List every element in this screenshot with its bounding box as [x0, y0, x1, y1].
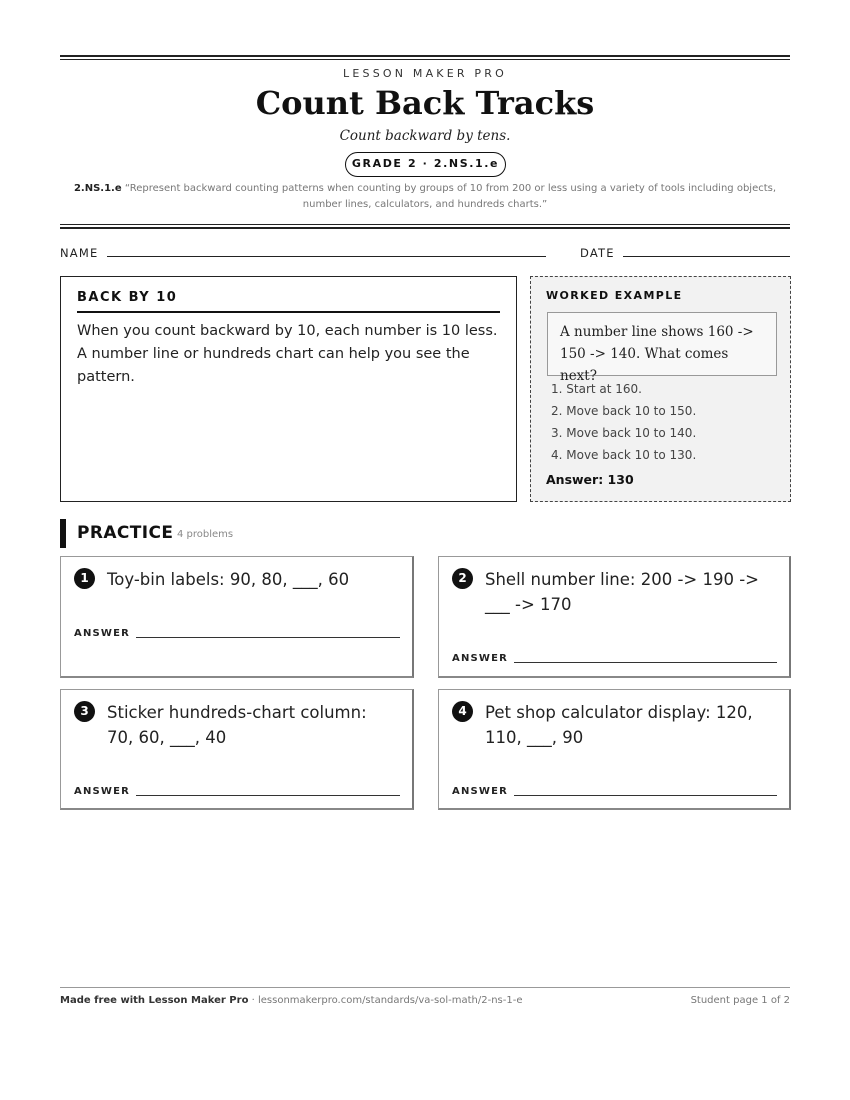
problem-card-2: [438, 556, 791, 678]
header-top-rule: [60, 55, 790, 57]
standard-description: [68, 181, 782, 213]
problem-number-badge: 3: [74, 701, 95, 722]
header-bottom-rule: [60, 227, 790, 229]
worked-example-problem: A number line shows 160 -> 150 -> 140. What comes next?: [547, 312, 777, 376]
footer-url[interactable]: · lessonmakerpro.com/standards/va-sol-math/2-ns-1-e: [248, 995, 523, 1006]
worksheet-subtitle: Count backward by tens.: [339, 128, 511, 144]
problem-card-4: [438, 689, 791, 810]
worked-example-answer: Answer: 130: [546, 472, 634, 487]
problem-number-badge: 2: [452, 568, 473, 589]
name-label: NAME: [60, 246, 99, 260]
practice-title: PRACTICE: [77, 523, 174, 543]
worked-step: 3. Move back 10 to 140.: [551, 426, 697, 440]
concept-body: When you count backward by 10, each number is 10 less. A number line or hundreds chart can help you see the pattern.: [77, 323, 498, 385]
header-top-rule-inner: [60, 59, 790, 60]
answer-field[interactable]: [514, 795, 777, 796]
practice-accent-bar: [60, 519, 66, 548]
answer-label: ANSWER: [452, 786, 509, 797]
answer-field[interactable]: [136, 795, 400, 796]
concept-box: [60, 276, 517, 502]
answer-label: ANSWER: [74, 786, 131, 797]
answer-label: ANSWER: [74, 628, 131, 639]
footer-credit: [60, 995, 523, 1006]
problem-number-badge: 1: [74, 568, 95, 589]
worked-example-heading: WORKED EXAMPLE: [546, 289, 683, 302]
problem-card-1: [60, 556, 414, 678]
footer-rule: [60, 987, 790, 988]
problem-prompt: Sticker hundreds-chart column: 70, 60, ___, 40: [107, 703, 367, 747]
grade-badge: GRADE 2 · 2.NS.1.e: [345, 152, 506, 177]
answer-field[interactable]: [136, 637, 400, 638]
answer-label: ANSWER: [452, 653, 509, 664]
problem-number-badge: 4: [452, 701, 473, 722]
standard-code: 2.NS.1.e: [73, 183, 122, 194]
worked-step: 2. Move back 10 to 150.: [551, 404, 697, 418]
concept-heading: BACK BY 10: [77, 290, 500, 313]
name-field[interactable]: [107, 256, 546, 257]
worked-step: 1. Start at 160.: [551, 382, 642, 396]
answer-field[interactable]: [514, 662, 777, 663]
worked-example-box: [530, 276, 791, 502]
problem-prompt: Toy-bin labels: 90, 80, ___, 60: [107, 570, 350, 589]
header-bottom-rule-inner: [60, 224, 790, 225]
problem-card-3: [60, 689, 414, 810]
date-field[interactable]: [623, 256, 790, 257]
practice-count: 4 problems: [177, 529, 234, 540]
footer-page-number: Student page 1 of 2: [690, 995, 790, 1006]
problem-prompt: Shell number line: 200 -> 190 -> ___ -> 170: [485, 570, 759, 614]
date-label: DATE: [580, 246, 615, 260]
worksheet-title: Count Back Tracks: [255, 84, 595, 122]
problem-prompt: Pet shop calculator display: 120, 110, ___, 90: [485, 703, 753, 747]
brand-label: LESSON MAKER PRO: [343, 67, 507, 80]
worked-example-steps: [551, 378, 696, 466]
worked-step: 4. Move back 10 to 130.: [551, 448, 697, 462]
standard-text: “Represent backward counting patterns when counting by groups of 10 from 200 or less using a variety of tools including objects, number lines, calculators, and hundreds charts.”: [124, 183, 777, 210]
footer-brand: Made free with Lesson Maker Pro: [60, 995, 249, 1006]
